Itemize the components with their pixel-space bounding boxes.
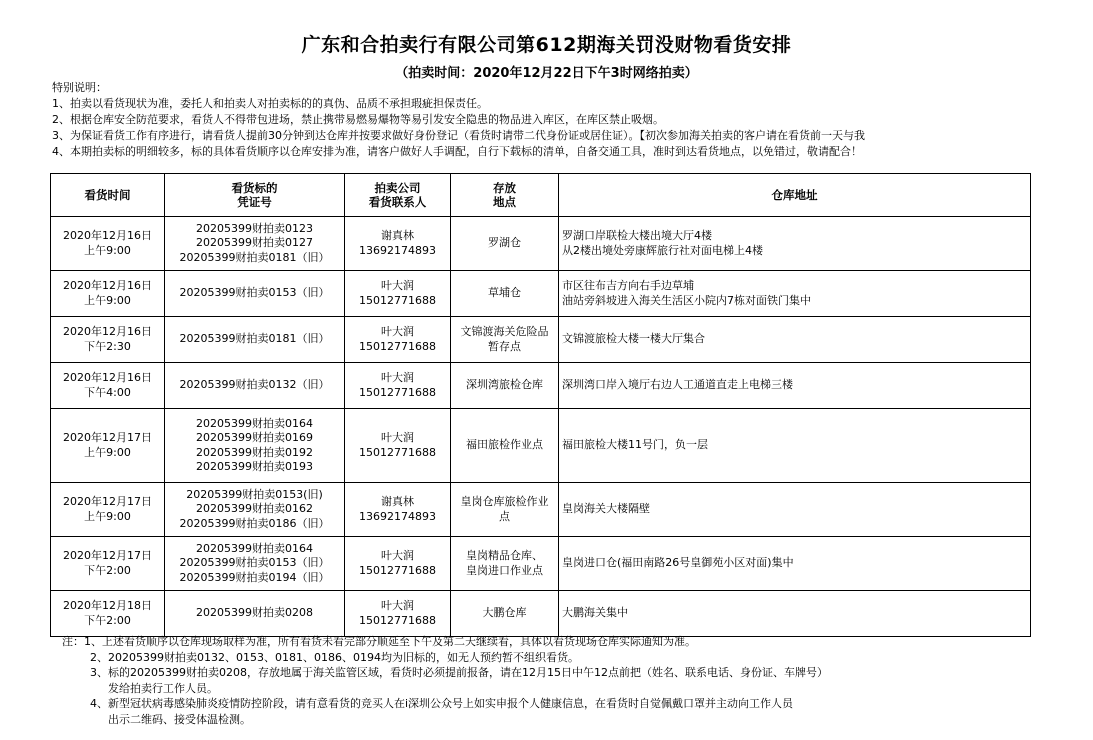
table-row (51, 537, 1031, 591)
table-row (51, 591, 1031, 637)
cell-address: 福田旅检大楼11号门，负一层 (559, 409, 1031, 483)
table-row (51, 409, 1031, 483)
cell-certs: 20205399财拍卖0164 20205399财拍卖0169 20205399财拍卖0192 20205399财拍卖0193 (165, 409, 345, 483)
cell-time: 2020年12月16日 上午9:00 (51, 217, 165, 271)
table-row (51, 217, 1031, 271)
cell-place: 深圳湾旅检仓库 (451, 363, 559, 409)
footer-line-4: 发给拍卖行工作人员。 (108, 681, 218, 695)
footer-line-6: 出示二维码、接受体温检测。 (108, 712, 251, 726)
footer-line-5: 4、新型冠状病毒感染肺炎疫情防控阶段，请有意看货的竞买人在i深圳公众号上如实申报个人健康信息，在看货时自觉佩戴口罩并主动向工作人员 (90, 697, 794, 710)
cell-certs: 20205399财拍卖0132（旧） (165, 363, 345, 409)
table-header-row (51, 174, 1031, 217)
cell-certs: 20205399财拍卖0153(旧) 20205399财拍卖0162 20205399财拍卖0186（旧） (165, 483, 345, 537)
schedule-table (50, 173, 1031, 637)
cell-time: 2020年12月16日 上午9:00 (51, 271, 165, 317)
cell-contact: 叶大润 15012771688 (345, 591, 451, 637)
cell-time: 2020年12月17日 下午2:00 (51, 537, 165, 591)
cell-contact: 叶大润 15012771688 (345, 317, 451, 363)
header-place: 存放 地点 (451, 174, 559, 217)
cell-contact: 叶大润 15012771688 (345, 537, 451, 591)
table-row (51, 363, 1031, 409)
cell-time: 2020年12月16日 下午4:00 (51, 363, 165, 409)
cell-contact: 谢真林 13692174893 (345, 217, 451, 271)
cell-place: 福田旅检作业点 (451, 409, 559, 483)
cell-place: 草埔仓 (451, 271, 559, 317)
cell-place: 大鹏仓库 (451, 591, 559, 637)
cell-address: 文锦渡旅检大楼一楼大厅集合 (559, 317, 1031, 363)
cell-contact: 叶大润 15012771688 (345, 271, 451, 317)
cell-certs: 20205399财拍卖0153（旧） (165, 271, 345, 317)
page-subtitle: （拍卖时间：2020年12月22日下午3时网络拍卖） (395, 66, 698, 81)
note-item-3: 3、为保证看货工作有序进行，请看货人提前30分钟到达仓库并按要求做好身份登记（看货时请带二代身份证或居住证）。【初次参加海关拍卖的客户请在看货前一天与我 (52, 129, 865, 142)
footer-line-1: 注：1、上述看货顺序以仓库现场取样为准，所有看货未看完部分顺延至下午及第二天继续看，具体以看货现场仓库实际通知为准。 (62, 635, 696, 648)
cell-certs: 20205399财拍卖0164 20205399财拍卖0153（旧） 20205399财拍卖0194（旧） (165, 537, 345, 591)
cell-certs: 20205399财拍卖0181（旧） (165, 317, 345, 363)
special-notes (52, 80, 1092, 160)
cell-time: 2020年12月16日 下午2:30 (51, 317, 165, 363)
cell-address: 市区往布吉方向右手边草埔 油站旁斜坡进入海关生活区小院内7栋对面铁门集中 (559, 271, 1031, 317)
footer-line-2: 2、20205399财拍卖0132、0153、0181、0186、0194均为旧标的，如无人预约暂不组织看货。 (90, 650, 579, 664)
cell-contact: 谢真林 13692174893 (345, 483, 451, 537)
cell-address: 皇岗海关大楼隔壁 (559, 483, 1031, 537)
cell-certs: 20205399财拍卖0123 20205399财拍卖0127 20205399财拍卖0181（旧） (165, 217, 345, 271)
footer-notes (62, 634, 1092, 727)
header-time: 看货时间 (51, 174, 165, 217)
cell-address: 大鹏海关集中 (559, 591, 1031, 637)
cell-certs: 20205399财拍卖0208 (165, 591, 345, 637)
cell-address: 深圳湾口岸入境厅右边人工通道直走上电梯三楼 (559, 363, 1031, 409)
cell-time: 2020年12月17日 上午9:00 (51, 409, 165, 483)
cell-contact: 叶大润 15012771688 (345, 409, 451, 483)
table-row (51, 271, 1031, 317)
footer-line-3: 3、标的20205399财拍卖0208，存放地属于海关监管区域，看货时必须提前报备，请在12月15日中午12点前把（姓名、联系电话、身份证、车牌号） (90, 666, 828, 679)
table-row (51, 317, 1031, 363)
note-item-4: 4、本期拍卖标的明细较多，标的具体看货顺序以仓库安排为准，请客户做好人手调配，自行下载标的清单，自备交通工具，准时到达看货地点，以免错过，敬请配合！ (52, 145, 862, 158)
notes-heading: 特别说明： (52, 81, 107, 94)
note-item-2: 2、根据仓库安全防范要求，看货人不得带包进场，禁止携带易燃易爆物等易引发安全隐患的物品进入库区，在库区禁止吸烟。 (52, 113, 664, 126)
cell-address: 罗湖口岸联检大楼出境大厅4楼 从2楼出境处旁康辉旅行社对面电梯上4楼 (559, 217, 1031, 271)
header-address: 仓库地址 (559, 174, 1031, 217)
header-contact: 拍卖公司 看货联系人 (345, 174, 451, 217)
cell-place: 罗湖仓 (451, 217, 559, 271)
cell-place: 皇岗仓库旅检作业 点 (451, 483, 559, 537)
table-row (51, 483, 1031, 537)
cell-address: 皇岗进口仓(福田南路26号皇御苑小区对面)集中 (559, 537, 1031, 591)
cell-contact: 叶大润 15012771688 (345, 363, 451, 409)
header-cert: 看货标的 凭证号 (165, 174, 345, 217)
cell-time: 2020年12月18日 下午2:00 (51, 591, 165, 637)
schedule-body (51, 217, 1031, 637)
cell-place: 文锦渡海关危险品 暂存点 (451, 317, 559, 363)
page-title: 广东和合拍卖行有限公司第612期海关罚没财物看货安排 (301, 34, 792, 56)
cell-time: 2020年12月17日 上午9:00 (51, 483, 165, 537)
note-item-1: 1、拍卖以看货现状为准，委托人和拍卖人对拍卖标的的真伪、品质不承担瑕疵担保责任。 (52, 97, 488, 110)
cell-place: 皇岗精品仓库、 皇岗进口作业点 (451, 537, 559, 591)
